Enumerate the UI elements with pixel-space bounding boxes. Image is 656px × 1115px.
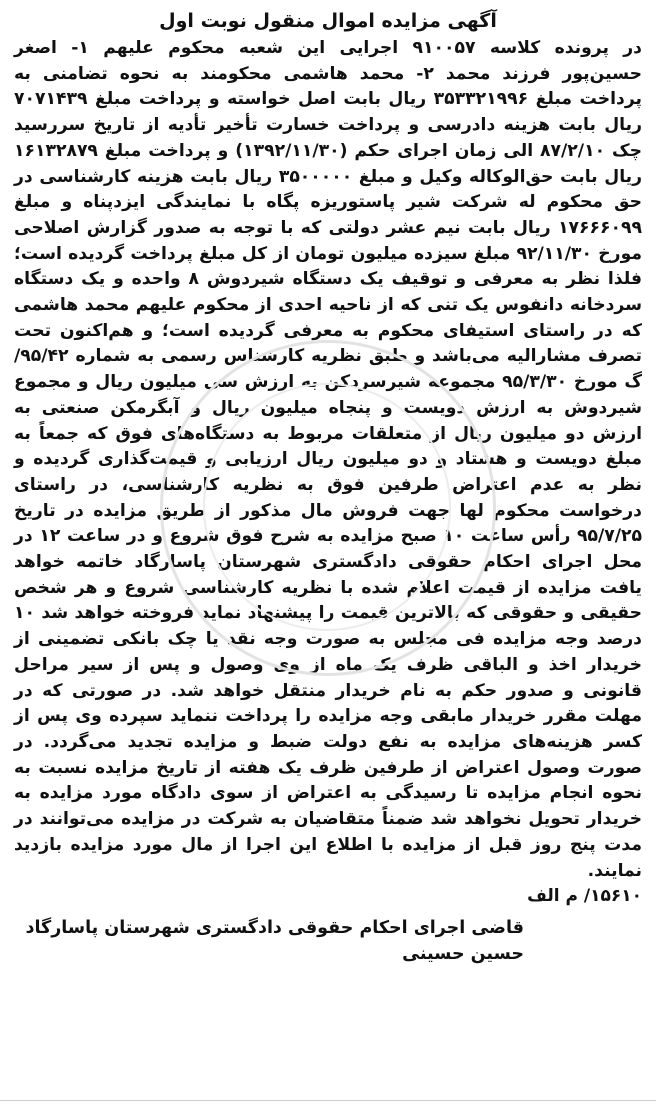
signature-name: حسین حسینی — [402, 944, 524, 965]
signature-title: قاضی اجرای احکام حقوقی دادگستری شهرستان پاسارگاد — [25, 918, 524, 939]
notice-body: در پرونده کلاسه ۹۱۰۰۵۷ اجرایی این شعبه محکوم علیهم ۱- اصغر حسین‌پور فرزند محمد ۲- محمد هاشمی محکومند به نحوه تضامنی به پرداخت مبلغ ۳۵۳۳۲۱۹۹۶ ریال بابت اصل خواسته و پرداخت مبلغ ۷۰۷۱۴۳۹ ریال بابت هزینه دادرسی و پرداخت خسارت تأخیر تأدیه از تاریخ سررسید چک ۸۷/۲/۱۰ الی زمان اجرای حکم (۱۳۹۲/۱۱/۳۰) و پرداخت مبلغ ۱۶۱۳۲۸۷۹ ریال بابت حق‌الوکاله وکیل و مبلغ ۳۵۰۰۰۰۰ ریال بابت هزینه کارشناسی در حق محکوم له شرکت شیر پاستوریزه پگاه با نمایندگی ایزدپناه و مبلغ ۱۷۶۶۶۰۹۹ ریال بابت نیم عشر دولتی که با توجه به صدور گزارش اصلاحی مورخ ۹۲/۱۱/۳۰ مبلغ سیزده میلیون تومان از کل مبلغ پرداخت گردیده است؛ فلذا نظر به معرفی و توقیف یک دستگاه شیردوش ۸ واحده و یک دستگاه سردخانه دانفوس یک تنی که از ناحیه احدی از محکوم علیهم محمد هاشمی که در راستای استیفای محکوم به معرفی گردیده است؛ و هم‌اکنون تحت تصرف مشارالیه می‌باشد و طبق نظریه کارشناس رسمی به شماره ۹۵/۴۲/گ مورخ ۹۵/۳/۳۰ مجموعه شیرسردکن به ارزش سی میلیون ریال و مجموع شیردوش به ارزش دویست و پنجاه میلیون ریال و آبگرمکن صنعتی به ارزش دو میلیون ریال از متعلقات مربوط به دستگاه‌های فوق که جمعاً به مبلغ دویست و هشتاد و دو میلیون ریال ارزیابی و قیمت‌گذاری گردیده و نظر به عدم اعتراض طرفین فوق به نظریه کارشناسی، در راستای درخواست محکوم لها جهت فروش مال مذکور از طریق مزایده در تاریخ ۹۵/۷/۲۵ رأس ساعت ۱۰ صبح مزایده به شرح فوق شروع و در ساعت ۱۲ در محل اجرای احکام حقوقی دادگستری شهرستان پاسارگاد خاتمه خواهد یافت مزایده از قیمت اعلام شده با نظریه کارشناسی شروع و هر شخص حقیقی و حقوقی که بالاترین قیمت را پیشنهاد نماید فروخته خواهد شد ۱۰ درصد وجه مزایده فی مجلس به صورت وجه نقد یا چک بانکی تضمینی از خریدار اخذ و الباقی ظرف یک ماه از وی وصول و پس از سیر مراحل قانونی و صدور حکم به نام خریدار منتقل خواهد شد. در صورتی که در مهلت مقرر خریدار مابقی وجه مزایده را پرداخت ننماید سپرده وی پس از کسر هزینه‌های مزایده به نفع دولت ضبط و مزایده تجدید می‌گردد. در صورت وصول اعتراض از طرفین ظرف یک هفته از تاریخ مزایده نسبت به نحوه انجام مزایده تا رسیدگی به اعتراض از سوی دادگاه مورد مزایده به خریدار تحویل نخواهد شد ضمناً متقاضیان به شرکت در مزایده می‌توانند در مدت پنج روز قبل از مزایده با اطلاع این اجرا از مال مورد مزایده بازدید نمایند. — [14, 38, 643, 881]
notice-title: آگهی مزایده اموال منقول نوبت اول — [159, 10, 497, 32]
signature-block — [14, 915, 642, 967]
bottom-divider — [0, 1100, 656, 1101]
reference-number: ۱۵۶۱۰/ م الف — [527, 886, 642, 907]
